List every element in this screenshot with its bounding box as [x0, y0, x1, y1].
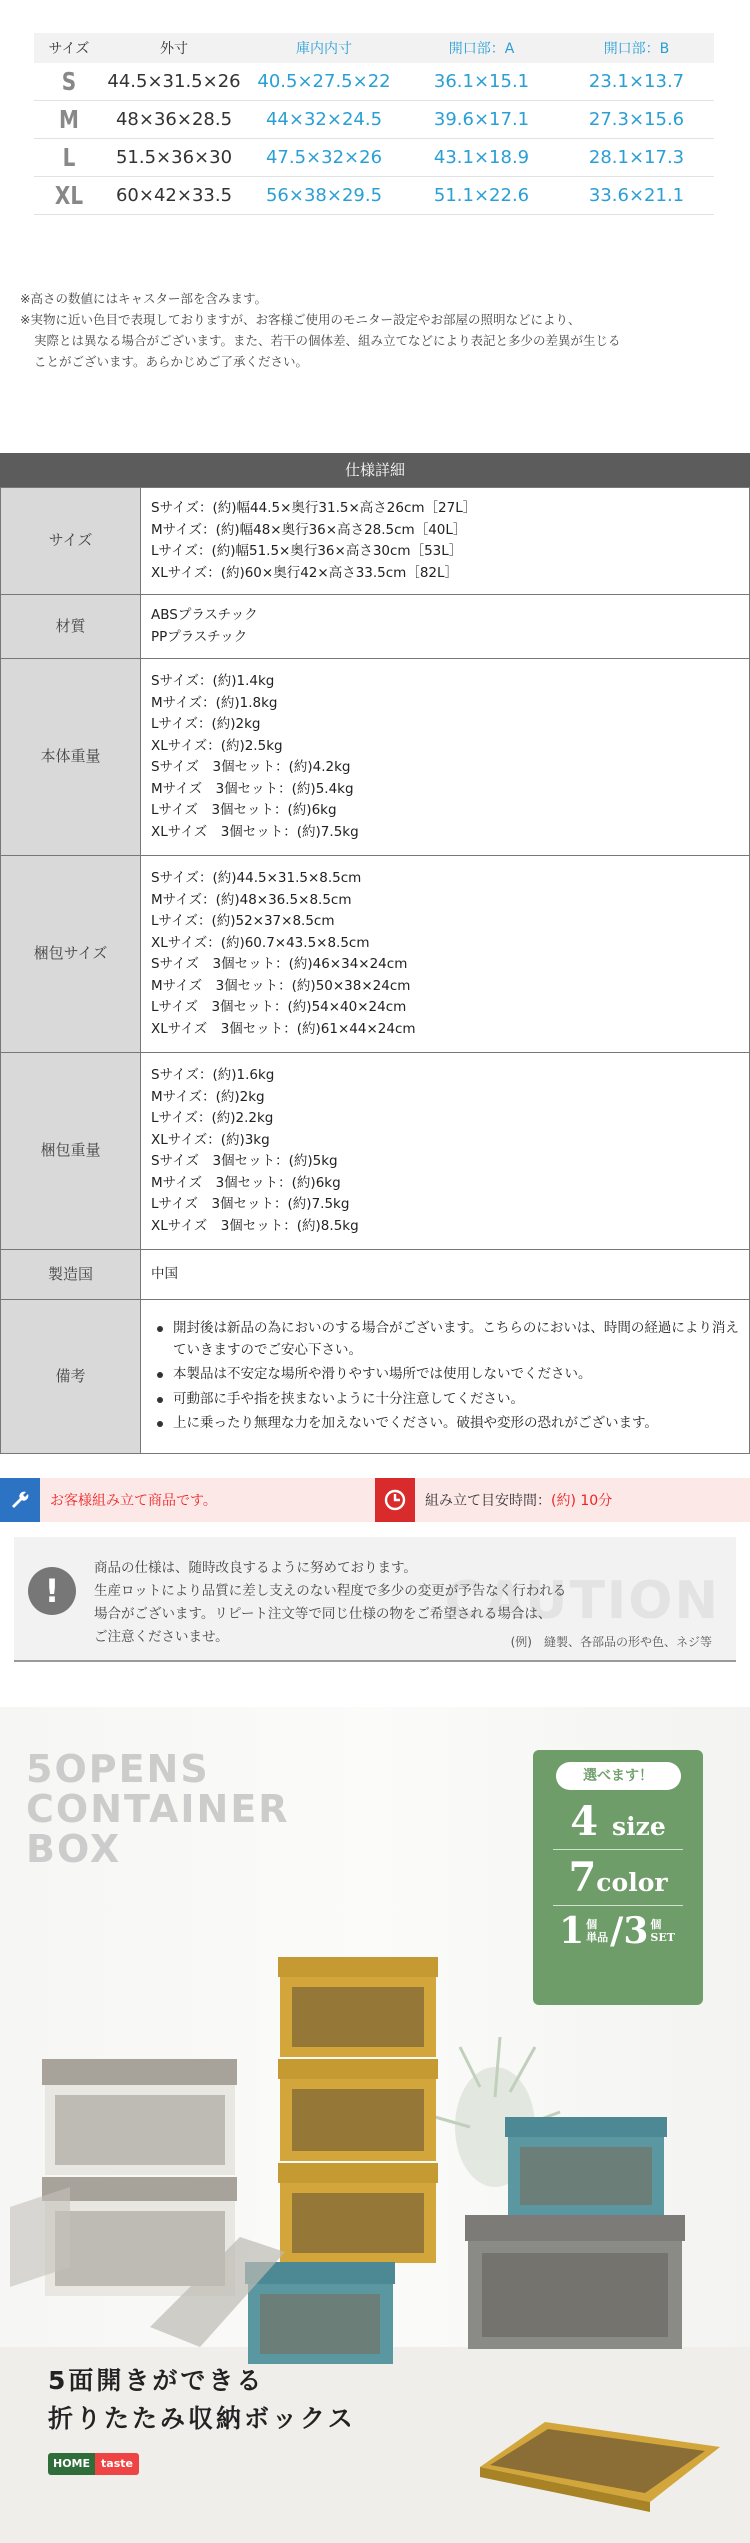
- remarks-list: [151, 1318, 739, 1435]
- size-label: S: [61, 67, 77, 96]
- spec-value: [141, 1053, 750, 1250]
- assembly-time: [425, 1490, 612, 1510]
- note-line: ※実物に近い色目で表現しておりますが、お客様ご使用のモニター設定やお部屋の照明などにより、: [20, 312, 581, 327]
- caution-line: 商品の仕様は、随時改良するように努めております。: [94, 1560, 417, 1576]
- assembly-required-text: お客様組み立て商品です。: [50, 1493, 217, 1509]
- caution-example: (例) 縫製、各部品の形や色、ネジ等: [510, 1635, 712, 1649]
- gray-box-right: [465, 2215, 685, 2349]
- spec-section: [0, 453, 750, 1454]
- size-table: [34, 33, 714, 215]
- spec-row-package-size: [1, 856, 750, 1053]
- inner-dim: 56×38×29.5: [265, 185, 383, 206]
- spec-line: Mサイズ：(約)1.8kg: [151, 694, 278, 711]
- catch-line: 5面開きができる: [48, 2366, 265, 2395]
- spec-line: 中国: [151, 1265, 178, 1282]
- opening-b: 27.3×15.6: [588, 109, 685, 130]
- single-label: [586, 1918, 608, 1944]
- logo-line: 5OPENS: [26, 1747, 210, 1791]
- spec-line: Sサイズ：(約)1.6kg: [151, 1067, 275, 1083]
- caution-line: 生産ロットにより品質に差し支えのない程度で多少の変更が予告なく行われる: [94, 1583, 567, 1599]
- spec-row-country: [1, 1250, 750, 1300]
- spec-label: 本体重量: [1, 659, 141, 856]
- wrench-icon: [0, 1478, 40, 1522]
- spec-line: XLサイズ：(約)2.5kg: [151, 737, 283, 754]
- note-line: 実際とは異なる場合がございます。また、若干の個体差、組み立てなどにより表記と多少の差異が生じる: [34, 333, 621, 348]
- spec-line: Sサイズ 3個セット：(約)4.2kg: [151, 759, 351, 775]
- spec-label: 梱包重量: [1, 1053, 141, 1250]
- opening-b: 28.1×17.3: [588, 147, 685, 168]
- caution-line: 場合がございます。リピート注文等で同じ仕様の物をご希望される場合は、: [94, 1606, 552, 1622]
- spec-row-weight: [1, 659, 750, 856]
- spec-row-package-weight: [1, 1053, 750, 1250]
- set-label: [650, 1918, 675, 1944]
- spec-line: Sサイズ：(約)44.5×31.5×8.5cm: [151, 870, 362, 886]
- logo-line: BOX: [26, 1827, 122, 1871]
- spec-line: Mサイズ：(約)幅48×奥行36×高さ28.5cm［40L］: [151, 521, 467, 538]
- feature-badge: [533, 1750, 703, 2005]
- spec-value: [141, 595, 750, 659]
- spec-value: [141, 1300, 750, 1454]
- hero-image: [0, 1707, 750, 2543]
- brand-logo: [48, 2453, 154, 2475]
- spec-row-material: [1, 595, 750, 659]
- spec-line: XLサイズ：(約)3kg: [151, 1131, 270, 1148]
- teal-box-right: [505, 2117, 667, 2215]
- spec-line: Sサイズ 3個セット：(約)5kg: [151, 1153, 338, 1169]
- outer-dim: 44.5×31.5×26: [107, 71, 241, 92]
- choose-pill: 選べます！: [556, 1762, 681, 1790]
- header-opening-a: 開口部：A: [448, 41, 515, 57]
- assembly-left: [0, 1478, 375, 1522]
- color-word: color: [596, 1868, 668, 1897]
- yellow-box-stack: [278, 1957, 438, 2263]
- caution-line: ご注意くださいませ。: [94, 1629, 229, 1645]
- note-line: ことがございます。あらかじめご了承ください。: [34, 354, 309, 369]
- spec-label: サイズ: [1, 488, 141, 595]
- header-outer: 外寸: [160, 41, 188, 57]
- spec-row-remarks: [1, 1300, 750, 1454]
- opening-b: 33.6×21.1: [588, 185, 685, 206]
- note-line: ※高さの数値にはキャスター部を含みます。: [20, 291, 267, 306]
- outer-dim: 51.5×36×30: [115, 147, 233, 168]
- color-count: [533, 1854, 703, 1901]
- table-row: [34, 63, 714, 101]
- spec-line: XLサイズ：(約)60×奥行42×高さ33.5cm［82L］: [151, 564, 459, 581]
- size-label: L: [62, 143, 76, 172]
- table-row: [34, 101, 714, 139]
- spec-line: ABSプラスチック: [151, 607, 258, 623]
- spec-row-size: [1, 488, 750, 595]
- caution-box: [14, 1537, 736, 1662]
- list-item: 本製品は不安定な場所や滑りやすい場所では使用しないでください。: [151, 1364, 739, 1386]
- spec-label: 梱包サイズ: [1, 856, 141, 1053]
- spec-label: 備考: [1, 1300, 141, 1454]
- header-opening-b: 開口部：B: [603, 41, 670, 57]
- spec-line: XLサイズ：(約)60.7×43.5×8.5cm: [151, 934, 370, 951]
- spec-line: Sサイズ：(約)幅44.5×奥行31.5×高さ26cm［27L］: [151, 500, 477, 516]
- set-num: 3: [623, 1910, 649, 1952]
- opening-a: 51.1×22.6: [433, 185, 530, 206]
- slash: /: [610, 1910, 624, 1952]
- outer-dim: 48×36×28.5: [115, 109, 233, 130]
- brand-home: HOME: [48, 2453, 95, 2475]
- spec-line: Lサイズ 3個セット：(約)54×40×24cm: [151, 999, 407, 1015]
- spec-line: Lサイズ：(約)2.2kg: [151, 1110, 274, 1126]
- catch-line: 折りたたみ収納ボックス: [48, 2404, 356, 2433]
- spec-line: Lサイズ 3個セット：(約)7.5kg: [151, 1196, 350, 1212]
- spec-line: Lサイズ：(約)52×37×8.5cm: [151, 913, 335, 929]
- size-num: 4: [570, 1798, 599, 1845]
- set-options: [533, 1910, 703, 1952]
- inner-dim: 47.5×32×26: [265, 147, 383, 168]
- spec-line: Lサイズ：(約)2kg: [151, 716, 261, 732]
- spec-line: Mサイズ 3個セット：(約)50×38×24cm: [151, 977, 411, 994]
- single-word: 単品: [586, 1931, 609, 1944]
- spec-value: [141, 1250, 750, 1300]
- spec-line: Lサイズ：(約)幅51.5×奥行36×高さ30cm［53L］: [151, 543, 463, 559]
- folded-box: [480, 2422, 720, 2512]
- spec-line: XLサイズ 3個セット：(約)7.5kg: [151, 823, 359, 840]
- spec-line: Mサイズ 3個セット：(約)6kg: [151, 1174, 341, 1191]
- outer-dim: 60×42×33.5: [115, 185, 233, 206]
- divider: [553, 1905, 683, 1906]
- set-word: SET: [650, 1931, 675, 1944]
- spec-label: 製造国: [1, 1250, 141, 1300]
- spec-table: [0, 487, 750, 1454]
- inner-dim: 44×32×24.5: [265, 109, 383, 130]
- notes: [20, 288, 720, 372]
- table-row: [34, 139, 714, 177]
- spec-value: [141, 856, 750, 1053]
- header-size: サイズ: [48, 41, 90, 57]
- opening-a: 43.1×18.9: [433, 147, 530, 168]
- spec-line: Sサイズ：(約)1.4kg: [151, 673, 275, 689]
- white-box-top: [42, 2059, 237, 2175]
- header-inner: 庫内内寸: [296, 41, 352, 57]
- spec-line: XLサイズ 3個セット：(約)61×44×24cm: [151, 1020, 416, 1037]
- assembly-banner: [0, 1478, 750, 1522]
- assembly-right: [375, 1478, 750, 1522]
- single-unit: 個: [586, 1918, 598, 1931]
- spec-title: 仕様詳細: [0, 453, 750, 487]
- spec-line: Mサイズ 3個セット：(約)5.4kg: [151, 780, 354, 797]
- list-item: 可動部に手や指を挟まないように十分注意してください。: [151, 1389, 739, 1411]
- list-item: 上に乗ったり無理な力を加えないでください。破損や変形の恐れがございます。: [151, 1413, 739, 1435]
- exclamation-icon: !: [28, 1567, 76, 1615]
- spec-line: PPプラスチック: [151, 628, 248, 645]
- opening-a: 39.6×17.1: [433, 109, 530, 130]
- assembly-time-label: 組み立て目安時間：: [425, 1493, 551, 1509]
- list-item: 開封後は新品の為においのする場合がございます。こちらのにおいは、時間の経過により消えていきますのでご安心下さい。: [151, 1318, 739, 1361]
- clock-icon: [375, 1478, 415, 1522]
- brand-taste: taste: [95, 2453, 139, 2475]
- spec-line: Mサイズ：(約)2kg: [151, 1088, 265, 1105]
- size-word: size: [612, 1812, 666, 1841]
- spec-value: [141, 488, 750, 595]
- spec-line: Lサイズ 3個セット：(約)6kg: [151, 802, 337, 818]
- set-unit: 個: [650, 1918, 662, 1931]
- size-label: M: [59, 105, 79, 134]
- inner-dim: 40.5×27.5×22: [257, 71, 391, 92]
- catch-copy: [48, 2362, 356, 2438]
- assembly-time-value: (約) 10分: [551, 1493, 613, 1509]
- size-table-header: [34, 33, 714, 63]
- logo-line: CONTAINER: [26, 1787, 290, 1831]
- size-count: [533, 1798, 703, 1845]
- size-label: XL: [54, 181, 84, 210]
- spec-line: XLサイズ 3個セット：(約)8.5kg: [151, 1217, 359, 1234]
- spec-label: 材質: [1, 595, 141, 659]
- divider: [553, 1849, 683, 1850]
- spec-line: Sサイズ 3個セット：(約)46×34×24cm: [151, 956, 408, 972]
- table-row: [34, 177, 714, 215]
- single-num: 1: [559, 1910, 585, 1952]
- opening-b: 23.1×13.7: [588, 71, 685, 92]
- caution-watermark: CAUTION: [444, 1571, 720, 1631]
- color-num: 7: [568, 1854, 597, 1901]
- opening-a: 36.1×15.1: [433, 71, 530, 92]
- spec-value: [141, 659, 750, 856]
- spec-line: Mサイズ：(約)48×36.5×8.5cm: [151, 891, 352, 908]
